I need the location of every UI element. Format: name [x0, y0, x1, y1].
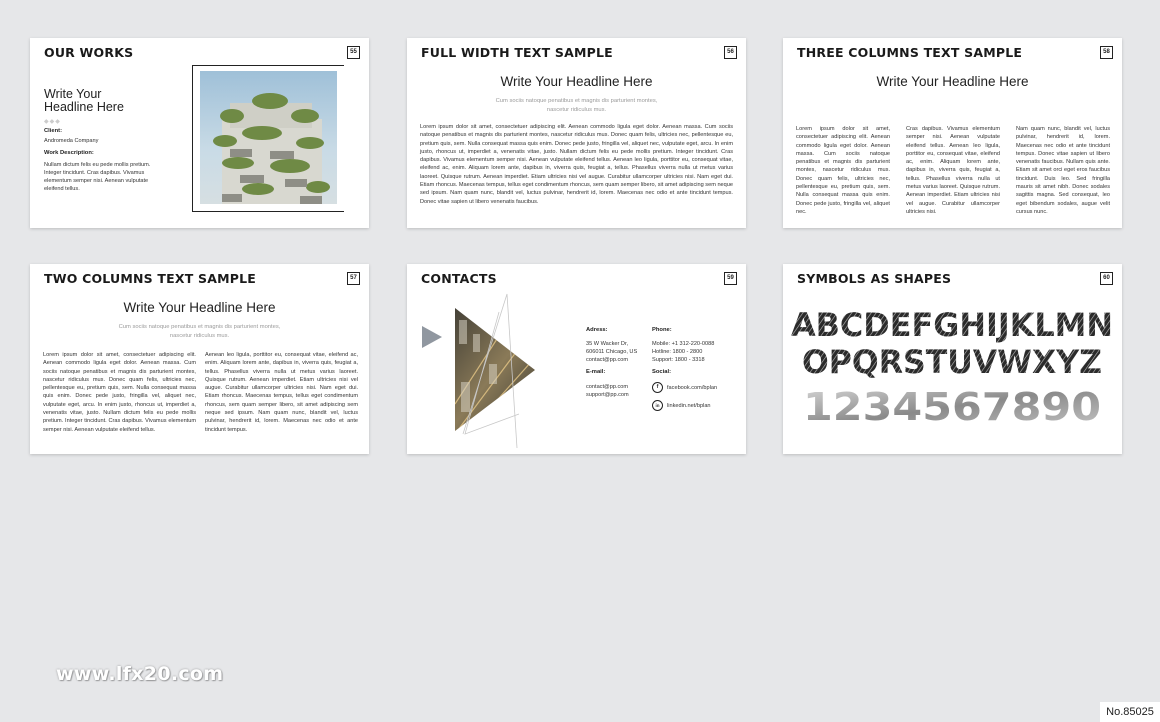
slide-number: 58 — [1100, 46, 1113, 59]
slide-title: OUR WORKS — [44, 45, 134, 60]
slide-our-works[interactable] — [30, 38, 369, 228]
social-label: Social: — [652, 369, 672, 375]
slide-title: SYMBOLS AS SHAPES — [797, 271, 952, 286]
letters-row-2: OPQRSTUVWXYZ — [802, 343, 1102, 381]
headline: Write Your Headline Here — [876, 74, 1029, 89]
facebook-link[interactable] — [652, 382, 717, 393]
decorative-dots: ◆◆◆ — [44, 119, 61, 125]
column-1-text: Lorem ipsum dolor sit amet, consectetuer adipiscing elit. Aenean commodo ligula eget dolor. Aenean massa. Cum sociis natoque penatibus et magnis dis parturient montes, nascetur ridiculus mus. Donec quam felis, ultricies nec, pellentesque eu, pretium quis, sem. Nulla consequat massa quis enim. Donec pede justo, fringilla vel, aliquet nec. — [796, 126, 890, 215]
building-photo — [200, 71, 337, 204]
work-description-text: Nullam dictum felis eu pede mollis pretium. Integer tincidunt. Cras dapibus. Vivamus elementum semper nisi. Aenean vulputate eleifend tellus. — [44, 162, 151, 192]
headline: Write Your Headline Here — [500, 74, 653, 89]
facebook-url: facebook.com/bplan — [667, 384, 718, 391]
slide-symbols-as-shapes[interactable] — [783, 264, 1122, 454]
slide-number: 57 — [347, 272, 360, 285]
id-badge: No.85025 — [1100, 702, 1160, 722]
linkedin-icon: in — [652, 400, 663, 411]
numbers-row: 1234567890 — [803, 385, 1101, 429]
adress-line-2: 606011 Chicago, US — [586, 349, 638, 355]
slide-number: 60 — [1100, 272, 1113, 285]
slide-number: 55 — [347, 46, 360, 59]
slide-full-width-text[interactable] — [407, 38, 746, 228]
slide-three-columns-text[interactable] — [783, 38, 1122, 228]
phone-hotline: Hotline: 1800 - 2800 — [652, 349, 703, 355]
client-label: Client: — [44, 128, 63, 134]
slide-title: THREE COLUMNS TEXT SAMPLE — [797, 45, 1023, 60]
symbols-graphic — [783, 264, 1122, 454]
headline: Write Your Headline Here — [44, 87, 124, 114]
subheadline: Cum sociis natoque penatibus et magnis dis parturient montes, nascetur ridiculus mus. — [495, 98, 658, 113]
adress-line-1: 35 W Wacker Dr, — [586, 341, 629, 347]
column-2-text: Cras dapibus. Vivamus elementum semper nisi. Aenean vulputate eleifend tellus. Aenean leo ligula, porttitor eu, consequat vitae, eleifend ac, enim. Aliquam lorem ante, dapibus in, viverra quis, feugiat a, tellus. Phasellus viverra nulla ut metus varius laoreet. Quisque rutrum. Aenean imperdiet. Etiam ultricies nisi vel augue. Curabitur ullamcorper ultricies nisi. — [906, 126, 1000, 215]
triangle-graphic — [407, 264, 557, 454]
letters-row-1: ABCDEFGHIJKLMN — [791, 306, 1113, 344]
adress-label: Adress: — [586, 327, 608, 333]
headline: Write Your Headline Here — [123, 300, 276, 315]
slide-title: CONTACTS — [421, 271, 497, 286]
column-2-text: Aenean leo ligula, porttitor eu, consequat vitae, eleifend ac, enim. Aliquam lorem ante, dapibus in, viverra quis, feugiat a, tellus. Phasellus viverra nulla ut metus varius laoreet. Quisque rutrum. Aenean imperdiet. Etiam ultricies nisi vel augue. Curabitur ullamcorper ultricies nisi. Nam eget dui. Etiam rhoncus. Maecenas tempus, tellus eget condimentum rhoncus, sem quam semper libero, sit amet adipiscing sem neque sed ipsum. Nam quam nunc, blandit vel, luctus pulvinar, hendrerit id, lorem. Maecenas nec odio et ante tincidunt tempus. — [205, 352, 358, 433]
phone-support: Support: 1800 - 3318 — [652, 357, 705, 363]
adress-line-3: contact@pp.com — [586, 357, 629, 363]
phone-mobile: Mobile: +1 312-220-0088 — [652, 341, 715, 347]
column-1-text: Lorem ipsum dolor sit amet, consectetuer adipiscing elit. Aenean commodo ligula eget dolor. Aenean massa. Cum sociis natoque penatibus et magnis dis parturient montes, nascetur ridiculus mus. Donec quam felis, ultricies nec, pellentesque eu, pretium quis, sem. Nulla consequat massa quis enim. Donec pede justo, fringilla vel, aliquet nec, vulputate eget, arcu. In enim justo, rhoncus ut, imperdiet a, venenatis vitae, justo. Nullam dictum felis eu pede mollis pretium. Integer tincidunt. Cras dapibus. Vivamus elementum semper nisi. Aenean vulputate eleifend tellus. — [43, 352, 196, 433]
email-support[interactable]: support@pp.com — [586, 392, 629, 398]
gray-arrow-shape — [422, 326, 442, 348]
client-name: Andromeda Company — [44, 138, 99, 144]
column-3-text: Nam quam nunc, blandit vel, luctus pulvinar, hendrerit id, lorem. Maecenas nec odio et ante tincidunt tempus. Donec vitae sapien ut libero venenatis faucibus. Nullam quis ante. Etiam sit amet orci eget eros faucibus tincidunt. Duis leo. Sed fringilla mauris sit amet nibh. Donec sodales sagittis magna. Sed consequat, leo eget bibendum sodales, augue velit cursus nunc. — [1016, 126, 1110, 215]
linkedin-link[interactable] — [652, 400, 711, 411]
linkedin-url: linkedin.net/bplan — [667, 402, 711, 409]
subheadline: Cum sociis natoque penatibus et magnis dis parturient montes, nascetur ridiculus mus. — [118, 324, 281, 339]
body-text: Lorem ipsum dolor sit amet, consectetuer adipiscing elit. Aenean commodo ligula eget dolor. Aenean massa. Cum sociis natoque penatibus et magnis dis parturient montes, nascetur ridiculus mus. Donec quam felis, ultricies nec, pellentesque eu, pretium quis, sem. Nulla consequat massa quis enim. Donec pede justo, fringilla vel, aliquet nec, vulputate eget, arcu. In enim justo, rhoncus ut, imperdiet a, venenatis vitae, justo. Nullam dictum felis eu pede mollis pretium. Integer tincidunt. Cras dapibus. Vivamus elementum semper nisi. Aenean vulputate eleifend tellus. Aenean leo ligula, porttitor eu, consequat vitae, eleifend ac, enim. Aliquam lorem ante, dapibus in, viverra quis, feugiat a, tellus. Phasellus viverra nulla ut metus varius laoreet. Quisque rutrum. Aenean imperdiet. Etiam ultricies nisi vel augue. Curabitur ullamcorper ultricies nisi. Nam eget dui. Etiam rhoncus. Maecenas tempus, tellus eget condimentum rhoncus, sem quam semper libero, sit amet adipiscing sem neque sed ipsum. Nam quam nunc, blandit vel, luctus pulvinar, hendrerit id, lorem. Maecenas nec odio et ante tincidunt tempus. Donec vitae sapien ut libero venenatis faucibus. — [420, 124, 733, 205]
slide-title: TWO COLUMNS TEXT SAMPLE — [44, 271, 256, 286]
slide-two-columns-text[interactable] — [30, 264, 369, 454]
phone-label: Phone: — [652, 327, 672, 333]
slide-contacts[interactable] — [407, 264, 746, 454]
slide-number: 56 — [724, 46, 737, 59]
watermark-text: www.lfx20.com — [56, 663, 224, 685]
work-description-label: Work Description: — [44, 150, 94, 156]
facebook-icon: f — [652, 382, 663, 393]
email-label: E-mail: — [586, 369, 606, 375]
slide-title: FULL WIDTH TEXT SAMPLE — [421, 45, 613, 60]
slide-number: 59 — [724, 272, 737, 285]
email-contact[interactable]: contact@pp.com — [586, 384, 629, 390]
